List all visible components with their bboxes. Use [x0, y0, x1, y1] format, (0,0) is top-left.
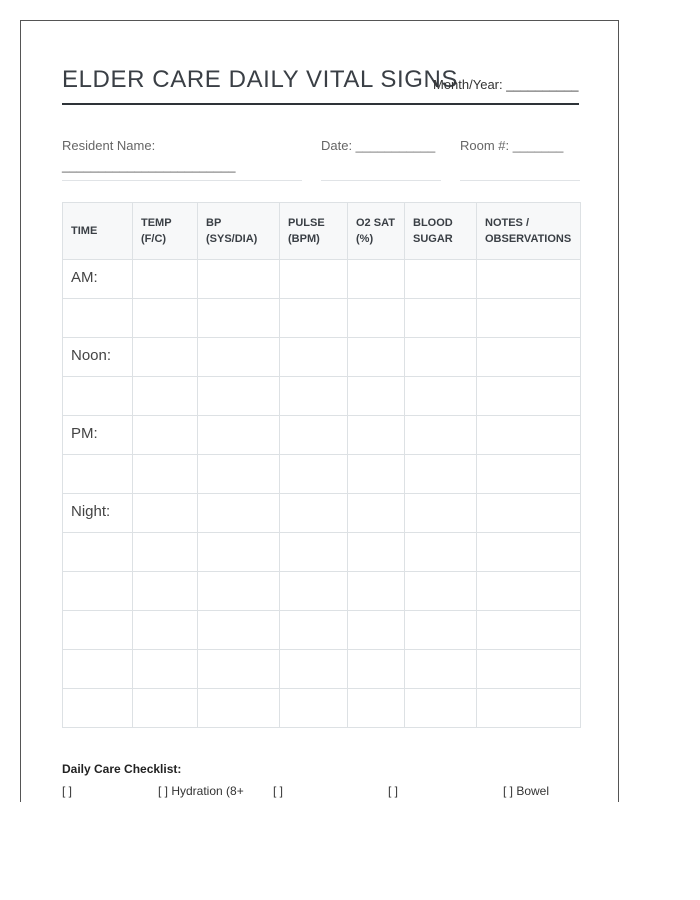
column-header-o2-sat	[348, 203, 405, 260]
entry-cell[interactable]	[405, 299, 477, 338]
entry-cell[interactable]	[280, 338, 348, 377]
entry-cell[interactable]	[198, 572, 280, 611]
entry-cell[interactable]	[133, 299, 198, 338]
entry-cell[interactable]	[198, 533, 280, 572]
entry-cell[interactable]	[348, 455, 405, 494]
entry-cell[interactable]	[405, 572, 477, 611]
resident-name-blank[interactable]: ________________________	[62, 158, 236, 173]
entry-cell[interactable]	[280, 611, 348, 650]
checklist-item[interactable]: [ ]	[62, 784, 73, 798]
entry-cell[interactable]	[405, 416, 477, 455]
column-header-line: TEMP	[141, 217, 172, 229]
entry-cell[interactable]	[280, 494, 348, 533]
table-row	[63, 650, 581, 689]
table-row	[63, 611, 581, 650]
entry-cell[interactable]	[348, 299, 405, 338]
entry-cell[interactable]	[477, 260, 581, 299]
entry-cell[interactable]	[405, 494, 477, 533]
column-header-line: (SYS/DIA)	[206, 233, 258, 245]
time-cell[interactable]	[63, 299, 133, 338]
entry-cell[interactable]	[477, 494, 581, 533]
column-header-line: NOTES /	[485, 217, 530, 229]
entry-cell[interactable]	[405, 377, 477, 416]
entry-cell[interactable]	[348, 494, 405, 533]
room-underline	[460, 180, 580, 181]
column-header-line: BLOOD	[413, 217, 453, 229]
column-header-line: (F/C)	[141, 233, 167, 245]
entry-cell[interactable]	[133, 611, 198, 650]
entry-cell[interactable]	[198, 416, 280, 455]
time-cell[interactable]: Night:	[63, 494, 133, 533]
entry-cell[interactable]	[405, 611, 477, 650]
entry-cell[interactable]	[280, 533, 348, 572]
entry-cell[interactable]	[405, 689, 477, 728]
time-cell[interactable]: Noon:	[63, 338, 133, 377]
entry-cell[interactable]	[477, 689, 581, 728]
checklist-item[interactable]: [ ]	[273, 784, 284, 798]
entry-cell[interactable]	[405, 650, 477, 689]
entry-cell[interactable]	[477, 572, 581, 611]
table-row	[63, 416, 581, 455]
entry-cell[interactable]	[477, 611, 581, 650]
column-header-line: BP	[206, 217, 222, 229]
entry-cell[interactable]	[280, 572, 348, 611]
entry-cell[interactable]	[133, 416, 198, 455]
entry-cell[interactable]	[348, 338, 405, 377]
entry-cell[interactable]	[477, 650, 581, 689]
entry-cell[interactable]	[280, 416, 348, 455]
table-row	[63, 572, 581, 611]
time-cell[interactable]	[63, 689, 133, 728]
column-header-line: O2 SAT	[356, 217, 395, 229]
column-header-blood-sugar	[405, 203, 477, 260]
entry-cell[interactable]	[133, 455, 198, 494]
time-cell[interactable]	[63, 533, 133, 572]
vital-signs-sheet	[20, 20, 619, 802]
entry-cell[interactable]	[477, 455, 581, 494]
entry-cell[interactable]	[198, 377, 280, 416]
table-row	[63, 260, 581, 299]
entry-cell[interactable]	[280, 377, 348, 416]
table-row	[63, 689, 581, 728]
column-header-line: OBSERVATIONS	[485, 233, 572, 245]
entry-cell[interactable]	[477, 416, 581, 455]
time-cell[interactable]	[63, 377, 133, 416]
month-year-field[interactable]: Month/Year: __________	[433, 77, 579, 92]
entry-cell[interactable]	[198, 689, 280, 728]
table-row	[63, 533, 581, 572]
entry-cell[interactable]	[133, 689, 198, 728]
entry-cell[interactable]	[198, 455, 280, 494]
column-header-notes	[477, 203, 581, 260]
table-header-row	[63, 203, 581, 260]
checklist-item[interactable]: [ ]	[388, 784, 399, 798]
room-field[interactable]: Room #: _______	[460, 138, 564, 153]
entry-cell[interactable]	[348, 611, 405, 650]
entry-cell[interactable]	[477, 338, 581, 377]
entry-cell[interactable]	[198, 260, 280, 299]
entry-cell[interactable]	[133, 494, 198, 533]
column-header-line: TIME	[71, 225, 98, 237]
checklist-item-hydration[interactable]: [ ] Hydration (8+	[158, 784, 244, 798]
entry-cell[interactable]	[348, 377, 405, 416]
entry-cell[interactable]	[133, 650, 198, 689]
column-header-time	[63, 203, 133, 260]
entry-cell[interactable]	[405, 455, 477, 494]
table-row	[63, 455, 581, 494]
entry-cell[interactable]	[405, 338, 477, 377]
entry-cell[interactable]	[477, 299, 581, 338]
column-header-line: (BPM)	[288, 233, 320, 245]
entry-cell[interactable]	[198, 299, 280, 338]
entry-cell[interactable]	[133, 377, 198, 416]
checklist-item-bowel[interactable]: [ ] Bowel	[503, 784, 550, 798]
time-cell[interactable]: PM:	[63, 416, 133, 455]
entry-cell[interactable]	[405, 260, 477, 299]
column-header-bp	[198, 203, 280, 260]
entry-cell[interactable]	[348, 260, 405, 299]
entry-cell[interactable]	[477, 377, 581, 416]
page-title: ELDER CARE DAILY VITAL SIGNS	[62, 66, 459, 93]
date-underline	[321, 180, 441, 181]
time-cell[interactable]: AM:	[63, 260, 133, 299]
column-header-line: PULSE	[288, 217, 325, 229]
table-row	[63, 299, 581, 338]
entry-cell[interactable]	[133, 572, 198, 611]
resident-name-label: Resident Name:	[62, 138, 156, 153]
resident-name-underline	[62, 180, 302, 181]
title-divider	[62, 103, 579, 105]
entry-cell[interactable]	[477, 533, 581, 572]
date-field[interactable]: Date: ___________	[321, 138, 436, 153]
entry-cell[interactable]	[405, 533, 477, 572]
entry-cell[interactable]	[348, 572, 405, 611]
entry-cell[interactable]	[348, 416, 405, 455]
time-cell[interactable]	[63, 572, 133, 611]
column-header-line: SUGAR	[413, 233, 453, 245]
column-header-line: (%)	[356, 233, 374, 245]
column-header-pulse	[280, 203, 348, 260]
entry-cell[interactable]	[198, 338, 280, 377]
entry-cell[interactable]	[198, 650, 280, 689]
entry-cell[interactable]	[348, 533, 405, 572]
column-header-temp	[133, 203, 198, 260]
entry-cell[interactable]	[348, 650, 405, 689]
entry-cell[interactable]	[133, 338, 198, 377]
entry-cell[interactable]	[133, 260, 198, 299]
entry-cell[interactable]	[280, 650, 348, 689]
checklist-title: Daily Care Checklist:	[62, 762, 182, 776]
vitals-table	[62, 202, 581, 728]
entry-cell[interactable]	[280, 455, 348, 494]
table-row	[63, 494, 581, 533]
entry-cell[interactable]	[280, 689, 348, 728]
time-cell[interactable]	[63, 455, 133, 494]
entry-cell[interactable]	[198, 611, 280, 650]
time-cell[interactable]	[63, 650, 133, 689]
entry-cell[interactable]	[133, 533, 198, 572]
table-row	[63, 338, 581, 377]
entry-cell[interactable]	[280, 260, 348, 299]
entry-cell[interactable]	[348, 689, 405, 728]
entry-cell[interactable]	[198, 494, 280, 533]
time-cell[interactable]	[63, 611, 133, 650]
entry-cell[interactable]	[280, 299, 348, 338]
table-row	[63, 377, 581, 416]
